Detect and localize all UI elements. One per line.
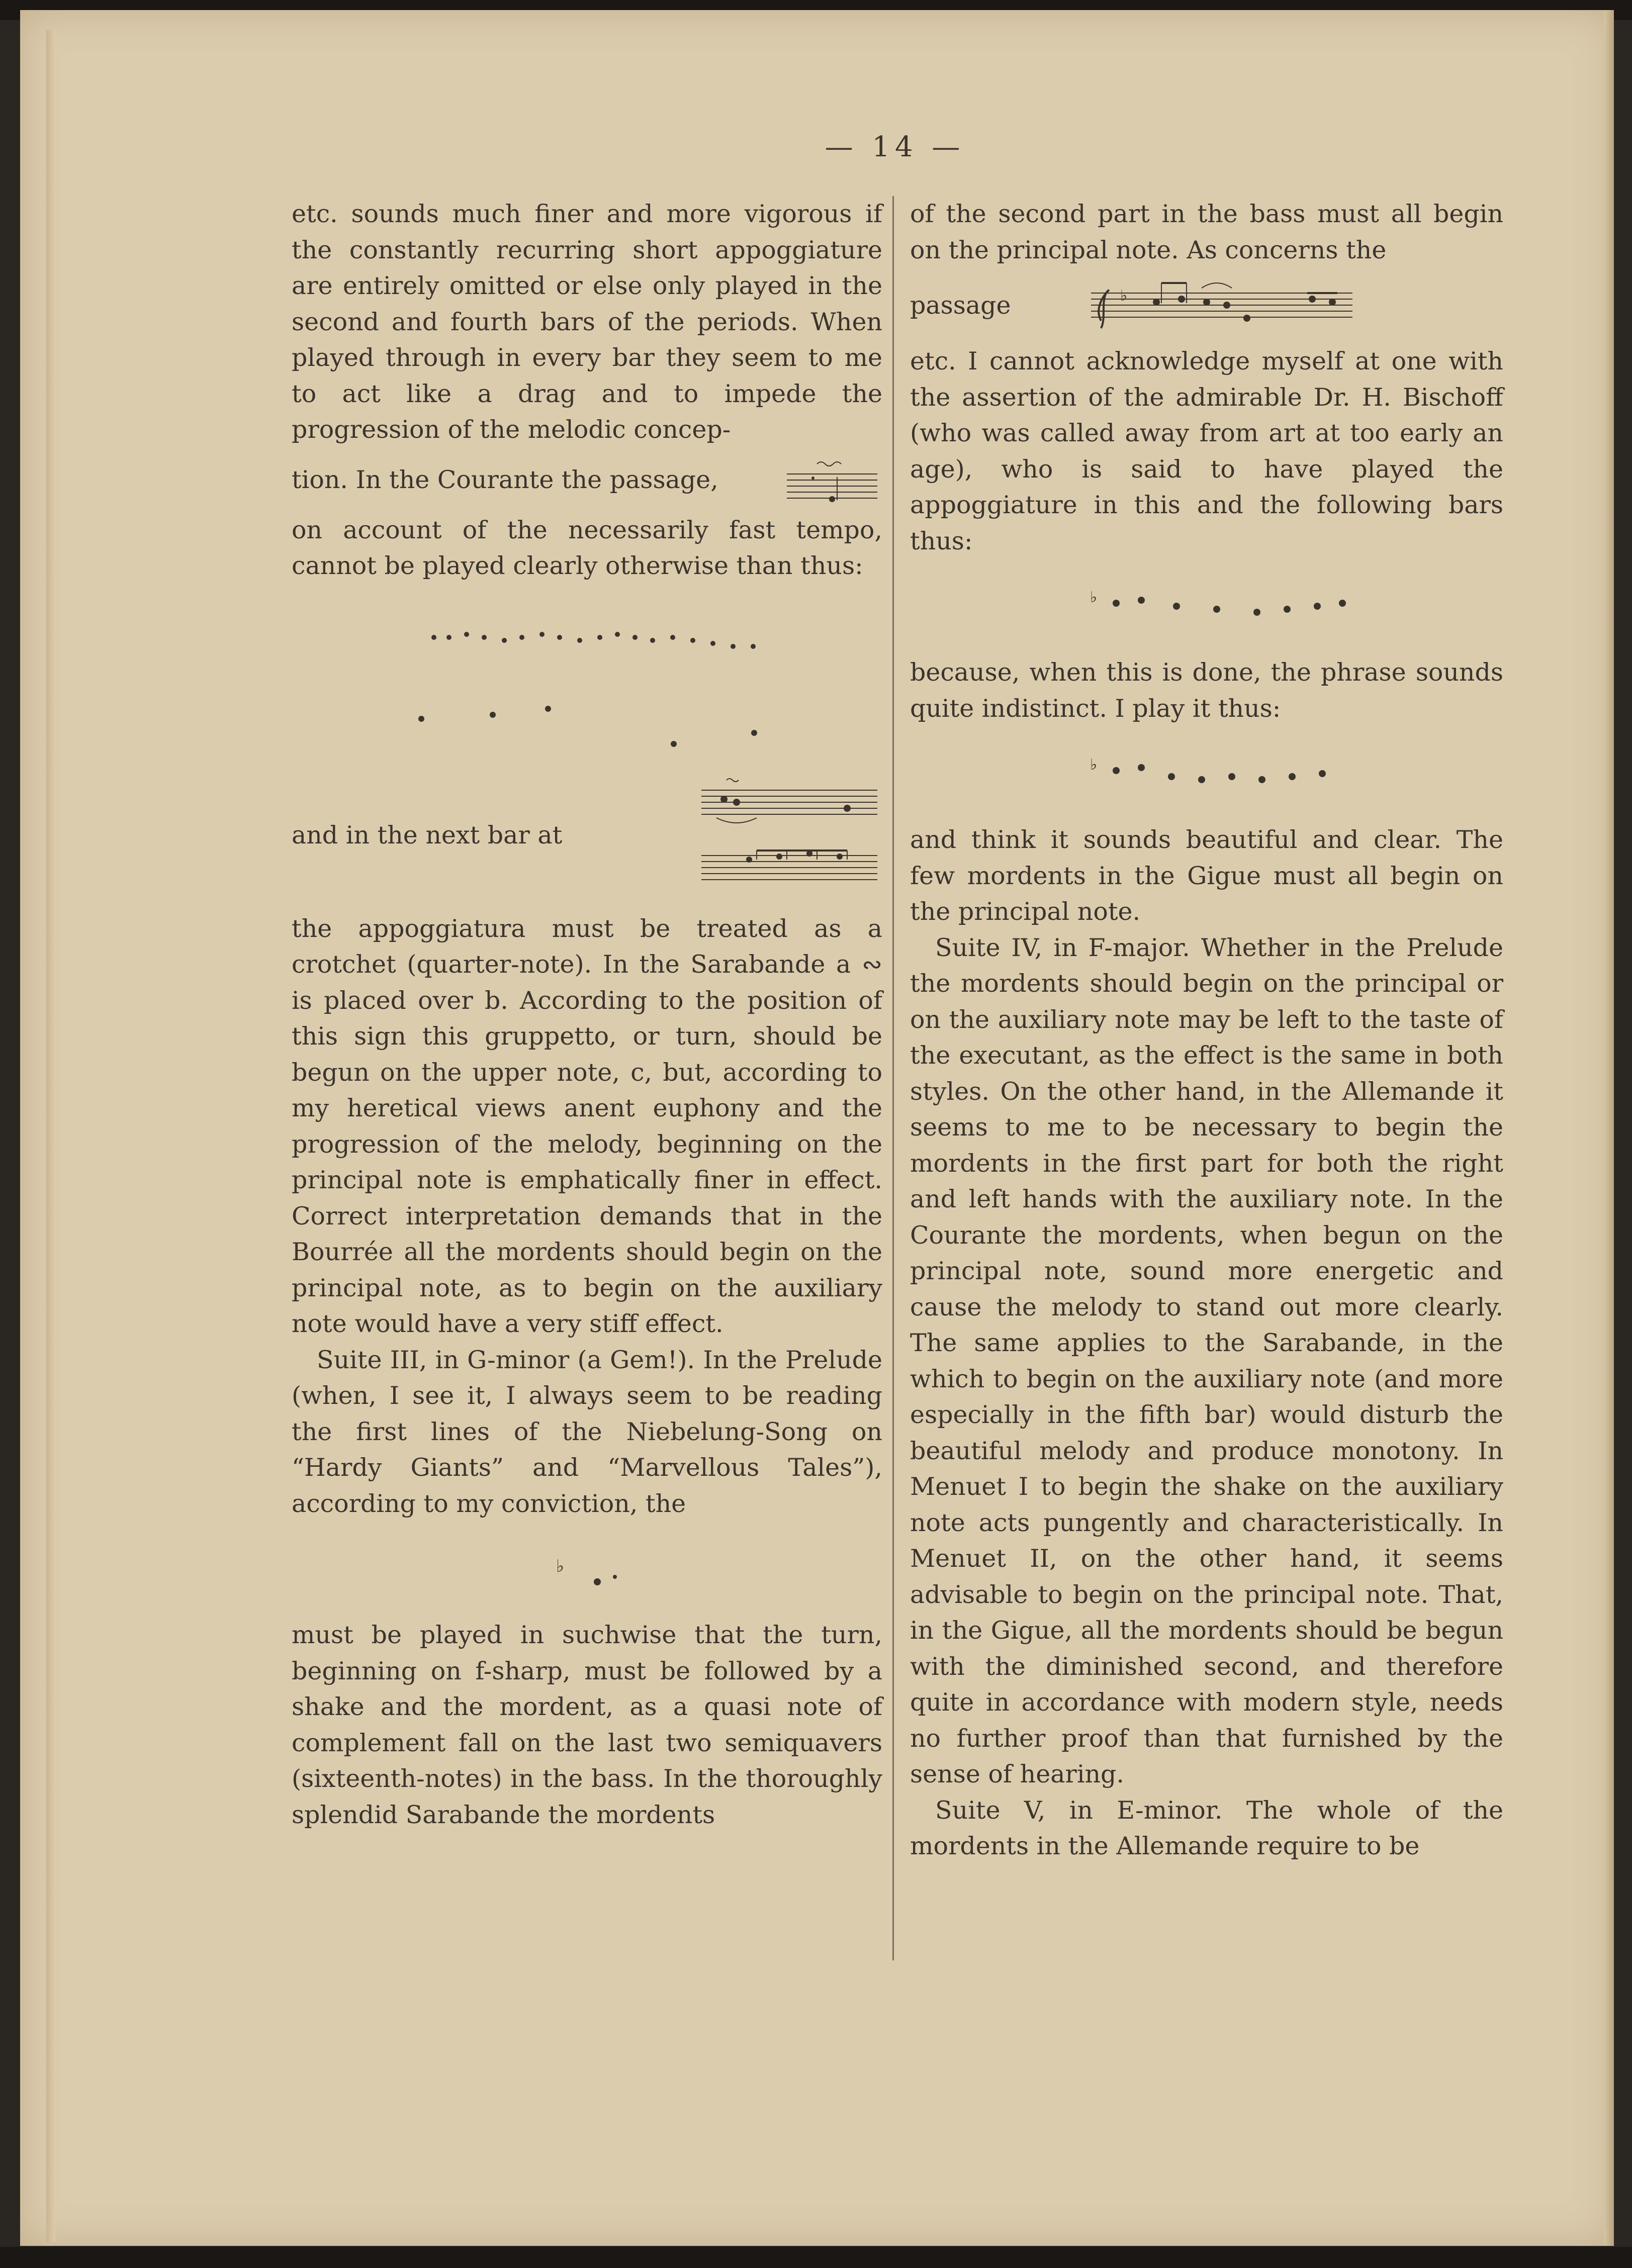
- music-example-g-minor-turn: [292, 1542, 882, 1602]
- music-example-courante-passage: [782, 455, 882, 505]
- paragraph: Suite IV, in F-major. Whether in the Prelude the mordents should begin on the principal or on the auxiliary note may be left to the taste of the executant, as the effect is the same in both styles. On the other hand, in the Allemande it seems to me to be necessary to begin the mordents in the first part for both the right and left hands with the auxiliary note. In the Courante the mordents, when begun on the principal note, sound more energetic and cause the melody to stand out more clearly. The same applies to the Sarabande, in the which to begin on the auxiliary note (and more especially in the fifth bar) would disturb the beautiful melody and produce monotony. In Menuet I to begin the shake on the auxiliary note acts pungently and characteristically. In Menuet II, on the other hand, it seems advisable to begin on the principal note. That, in the Gigue, all the mordents should be begun with the diminished second, and therefore quite in accordance with modern style, needs no further proof than that furnished by the sense of hearing.: [910, 933, 1503, 1788]
- paragraph: etc. sounds much finer and more vigorous if the constantly recurring short appoggiature are entirely omitted or else only played in the second and fourth bars of the periods. When played through in every bar they seem to me to act like a drag and to impede the progression of the melodic concep-: [292, 200, 882, 444]
- music-example-passage: [1086, 273, 1357, 338]
- paragraph-tail: tion. In the Courante the passage,: [292, 465, 718, 494]
- inline-example-row: [292, 455, 882, 505]
- paragraph: of the second part in the bass must all begin on the principal note. As concerns the: [910, 200, 1503, 264]
- left-column: [292, 196, 882, 1833]
- svg-text:♭: ♭: [1090, 756, 1098, 774]
- inline-example-row: [910, 273, 1503, 338]
- paragraph: etc. I cannot acknowledge myself at one with the assertion of the admirable Dr. H. Bischoff (who was called away from art at too early an age), who is said to have played the appoggiature in this and the following bars thus:: [910, 347, 1503, 555]
- page-number: — 14 —: [825, 131, 965, 163]
- paragraph: on account of the necessarily fast tempo, cannot be played clearly otherwise than thus:: [292, 515, 882, 580]
- page-gutter-shadow: [46, 30, 55, 2242]
- paragraph: the appoggiatura must be treated as a crotchet (quarter-note). In the Sarabande a ∾ is placed over b. According to the position of this sign this gruppetto, or turn, should be begun on the upper note, c, but, according to my heretical views anent euphony and the progression of the melody, beginning on the principal note is emphatically finer in effect. Correct interpretation demands that in the Bourrée all the mordents should begin on the principal note, as to begin on the auxiliary note would have a very stiff effect.: [292, 914, 882, 1338]
- inline-example-row: [292, 770, 882, 901]
- music-example-author-version: [910, 736, 1503, 812]
- music-example-next-bar: [696, 770, 882, 901]
- paragraph: because, when this is done, the phrase sounds quite indistinct. I play it thus:: [910, 658, 1503, 723]
- paragraph: Suite III, in G-minor (a Gem!). In the Prelude (when, I see it, I always seem to be reading the first lines of the Niebelung-Song on “Hardy Giants” and “Marvellous Tales”), according to my conviction, the: [292, 1345, 882, 1518]
- right-column: [910, 196, 1503, 1864]
- paragraph-text: passage: [910, 291, 1011, 320]
- paragraph: Suite V, in E-minor. The whole of the mordents in the Allemande require to be: [910, 1795, 1503, 1860]
- music-staff-pair: [396, 614, 778, 760]
- page-right-edge: [1604, 10, 1614, 2246]
- column-divider: [892, 196, 894, 1960]
- music-example-bischoff-version: [910, 569, 1503, 644]
- svg-text:♭: ♭: [556, 1556, 564, 1576]
- paragraph: and think it sounds beautiful and clear. The few mordents in the Gigue must all begin on the principal note.: [910, 825, 1503, 926]
- svg-text:♭: ♭: [1120, 287, 1128, 305]
- svg-text:♭: ♭: [1090, 589, 1098, 606]
- scan-border-bottom: [0, 2247, 1632, 2268]
- paragraph-text: and in the next bar at: [292, 820, 563, 849]
- paragraph: must be played in suchwise that the turn, beginning on f-sharp, must be followed by a shake and the mordent, as a quasi note of complement fall on the last two semiquavers (sixteenth-notes) in the bass. In the thoroughly splendid Sarabande the mordents: [292, 1621, 882, 1829]
- music-example-courante-solution: [292, 614, 882, 760]
